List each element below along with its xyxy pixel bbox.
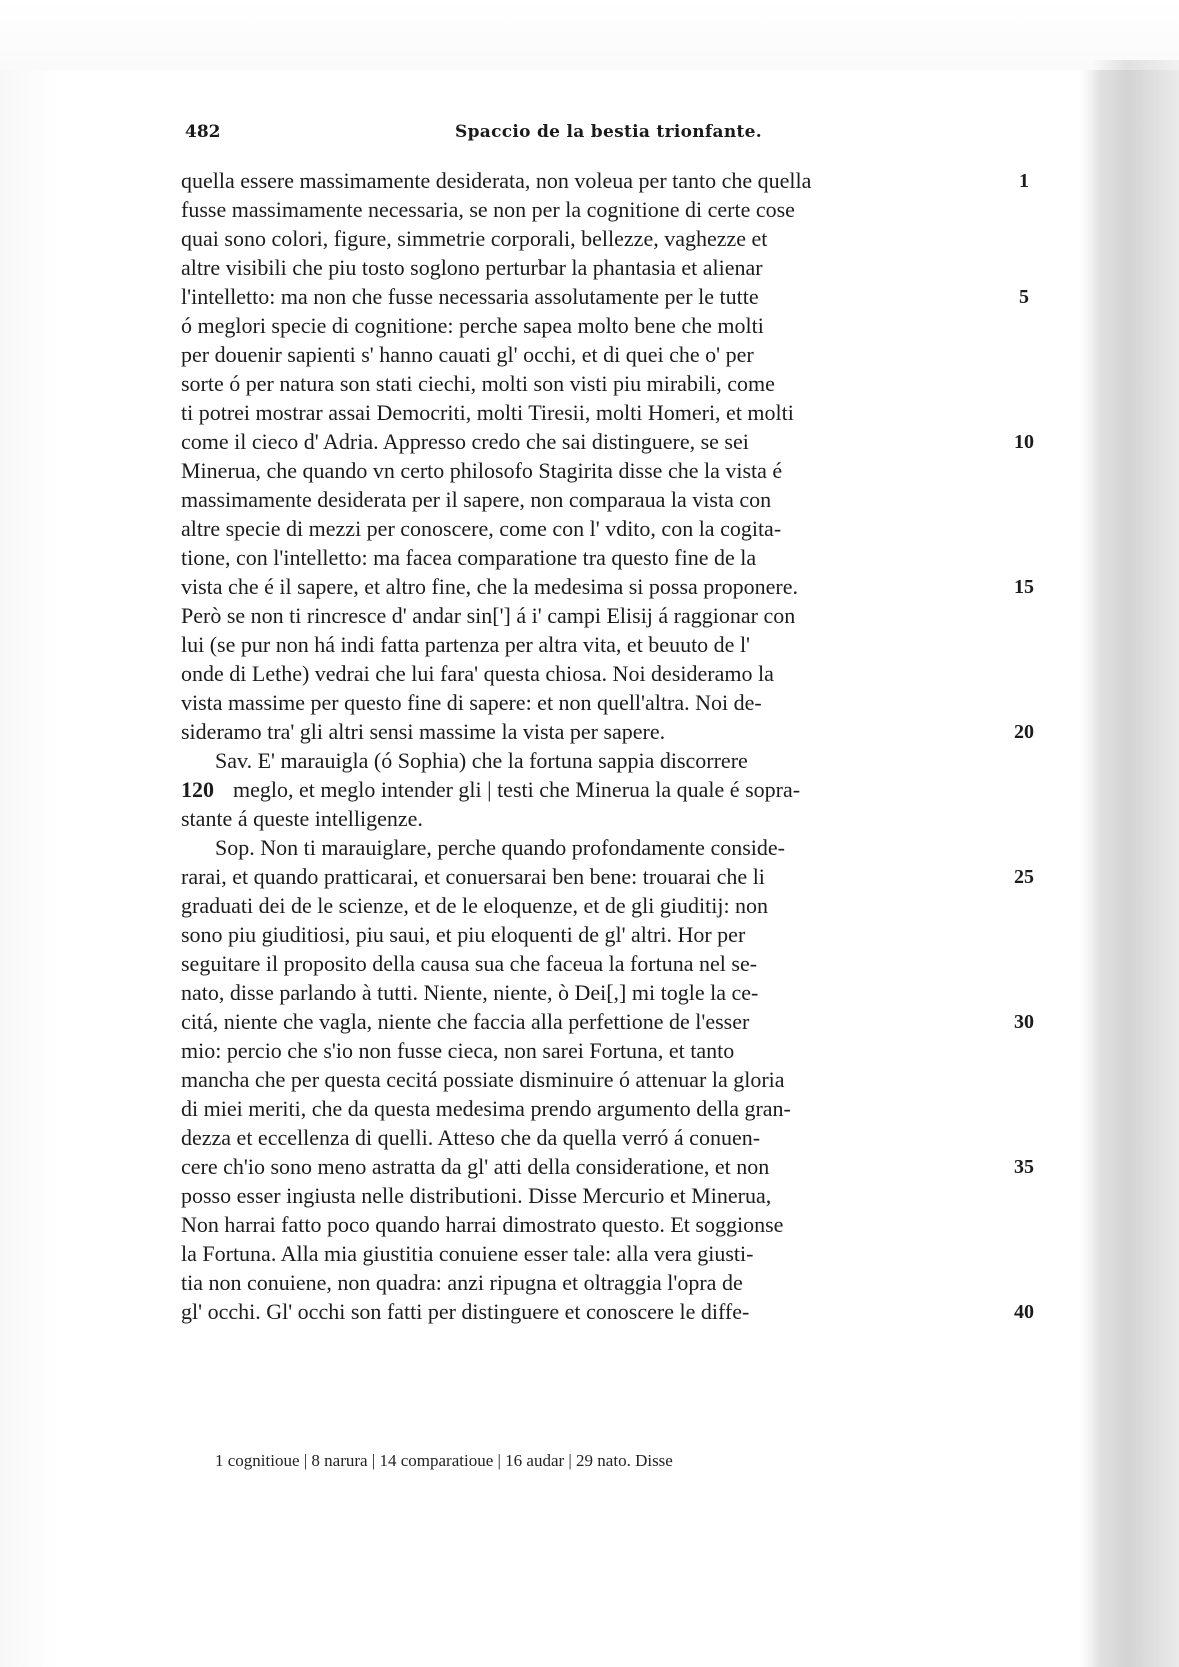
text-line: per douenir sapienti s' hanno cauati gl' occhi, et di quei che o' per [181,342,754,367]
text-line: gl' occhi. Gl' occhi son fatti per distinguere et conoscere le diffe- [181,1299,750,1324]
text-line: quai sono colori, figure, simmetrie corporali, bellezze, vaghezze et [181,226,768,251]
line-number: 10 [1014,431,1034,453]
text-line: la Fortuna. Alla mia giustitia conuiene esser tale: alla vera giusti- [181,1241,754,1266]
text-line: graduati dei de le scienze, et de le eloquenze, et de gli giuditij: non [181,893,769,918]
line-number: 1 [1019,170,1029,192]
text-line: meglo, et meglo intender gli | testi che Minerua la quale é sopra- [233,777,801,802]
text-line: Non harrai fatto poco quando harrai dimostrato questo. Et soggionse [181,1212,784,1237]
line-number: 20 [1014,721,1034,743]
line-number: 15 [1014,576,1034,598]
text-line: lui (se pur non há indi fatta partenza per altra vita, et beuuto de l' [181,632,751,657]
text-line: massimamente desiderata per il sapere, non comparaua la vista con [181,487,772,512]
running-header [185,122,965,148]
text-line: cere ch'io sono meno astratta da gl' atti della consideratione, et non [181,1154,770,1179]
line-number: 5 [1019,286,1029,308]
page-number: 482 [185,122,221,142]
text-line: seguitare il proposito della causa sua che faceua la fortuna nel se- [181,951,758,976]
running-title: Spaccio de la bestia trionfante. [455,122,762,142]
line-number: 40 [1014,1301,1034,1323]
text-line: ó meglori specie di cognitione: perche sapea molto bene che molti [181,313,764,338]
page-top-shade [0,0,1179,70]
text-line: posso esser ingiusta nelle distributioni. Disse Mercurio et Minerua, [181,1183,772,1208]
line-number: 35 [1014,1156,1034,1178]
text-line: stante á queste intelligenze. [181,806,423,831]
text-line: come il cieco d' Adria. Appresso credo che sai distinguere, se sei [181,429,749,454]
line-number: 25 [1014,866,1034,888]
text-line: Minerua, che quando vn certo philosofo Stagirita disse che la vista é [181,458,783,483]
text-line: onde di Lethe) vedrai che lui fara' questa chiosa. Noi desideramo la [181,661,774,686]
text-line: fusse massimamente necessaria, se non per la cognitione di certe cose [181,197,795,222]
text-line: vista che é il sapere, et altro fine, che la medesima si possa proponere. [181,574,798,599]
text-line: di miei meriti, che da questa medesima prendo argumento della gran- [181,1096,791,1121]
text-line: altre specie di mezzi per conoscere, come con l' vdito, con la cogita- [181,516,782,541]
text-line: sono piu giuditiosi, piu saui, et piu eloquenti de gl' altri. Hor per [181,922,746,947]
text-line: Però se non ti rincresce d' andar sin['] á i' campi Elisij á raggionar con [181,603,796,628]
text-line: nato, disse parlando à tutti. Niente, niente, ò Dei[,] mi togle la ce- [181,980,759,1005]
text-line: sorte ó per natura son stati ciechi, molti son visti piu mirabili, come [181,371,775,396]
text-line: Sop. Non ti marauiglare, perche quando profondamente conside- [215,835,785,860]
text-line: ti potrei mostrar assai Democriti, molti Tiresii, molti Homeri, et molti [181,400,794,425]
text-line: altre visibili che piu tosto soglono perturbar la phantasia et alienar [181,255,763,280]
page-edge-shadow [1092,60,1179,1667]
margin-folio-number: 120 [181,777,214,802]
line-number: 30 [1014,1011,1034,1033]
text-line: dezza et eccellenza di quelli. Atteso che da quella verró á conuen- [181,1125,761,1150]
text-line: vista massime per questo fine di sapere: et non quell'altra. Noi de- [181,690,762,715]
text-line: citá, niente che vagla, niente che faccia alla perfettione de l'esser [181,1009,750,1034]
text-line: l'intelletto: ma non che fusse necessaria assolutamente per le tutte [181,284,759,309]
text-line: tia non conuiene, non quadra: anzi ripugna et oltraggia l'opra de [181,1270,743,1295]
text-line: Sav. E' marauigla (ó Sophia) che la fortuna sappia discorrere [215,748,748,773]
text-line: mancha che per questa cecitá possiate disminuire ó attenuar la gloria [181,1067,785,1092]
text-line: mio: percio che s'io non fusse cieca, non sarei Fortuna, et tanto [181,1038,735,1063]
text-line: tione, con l'intelletto: ma facea comparatione tra questo fine de la [181,545,757,570]
text-line: rarai, et quando pratticarai, et conuersarai ben bene: trouarai che li [181,864,765,889]
text-line: sideramo tra' gli altri sensi massime la vista per sapere. [181,719,666,744]
footnote-errata: 1 cognitioue | 8 narura | 14 comparatioue | 16 audar | 29 nato. Disse [215,1451,673,1470]
text-line: quella essere massimamente desiderata, non voleua per tanto che quella [181,168,812,193]
